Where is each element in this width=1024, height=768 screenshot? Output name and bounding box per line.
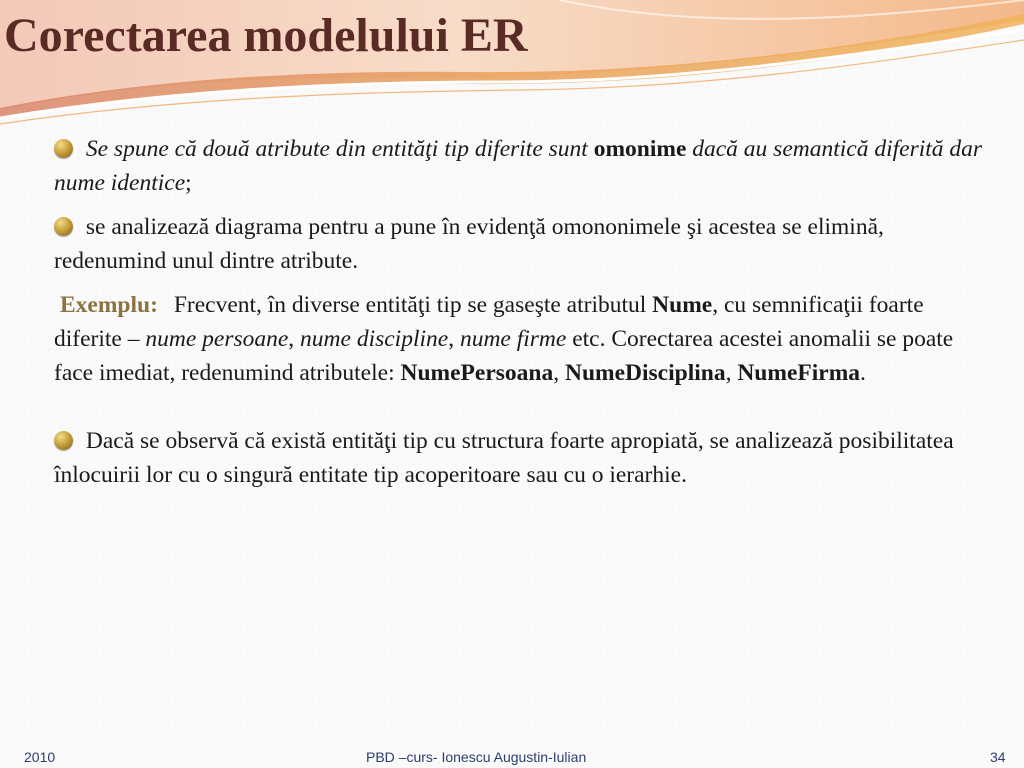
attr-nume: Nume xyxy=(652,292,713,318)
footer-page-number: 34 xyxy=(990,749,1006,765)
definition-text-end: dacă au semantică diferită dar nume identice xyxy=(54,136,983,196)
punctuation: , xyxy=(725,360,732,386)
term-omonime: omonime xyxy=(593,136,687,162)
example-term: nume discipline xyxy=(300,326,449,352)
example-term: nume persoane xyxy=(145,326,289,352)
analysis-text: se analizează diagrama pentru a pune în evidenţă omononimele şi acestea se elimină, redenumind unul dintre atribute. xyxy=(54,214,884,274)
footer-year: 2010 xyxy=(24,749,56,765)
punctuation: , xyxy=(288,326,295,352)
example-text: etc. Corectarea acestei anomalii se poate face imediat, redenumind atributele: xyxy=(54,326,954,386)
attr-numefirma: NumeFirma xyxy=(737,360,861,386)
gold-sphere-bullet-icon xyxy=(54,139,73,158)
hierarchy-text: Dacă se observă că există entităţi tip cu structura foarte apropiată, se analizează posibilitatea înlocuirii lor cu o singură entitate tip acoperitoare sau cu o ierarhie. xyxy=(54,428,954,488)
example-text: , cu semnificaţii foarte diferite – xyxy=(54,292,924,352)
bullet-paragraph-analiza xyxy=(54,210,994,278)
example-term: nume firme xyxy=(459,326,567,352)
punctuation: ; xyxy=(185,170,192,196)
footer-course-author: PBD –curs- Ionescu Augustin-Iulian xyxy=(366,749,587,765)
slide-title: Corectarea modelului ER xyxy=(4,9,528,62)
gold-sphere-bullet-icon xyxy=(54,217,73,236)
example-paragraph xyxy=(54,288,994,390)
slide-body xyxy=(54,132,994,502)
attr-numedisciplina: NumeDisciplina xyxy=(564,360,726,386)
definition-text: Se spune că două atribute din entităţi tip diferite sunt xyxy=(85,136,588,162)
attr-numepersoana: NumePersoana xyxy=(400,360,554,386)
bullet-paragraph-ierarhie xyxy=(54,424,994,492)
example-text: Frecvent, în diverse entităţi tip se gaseşte atributul xyxy=(173,292,647,318)
punctuation: , xyxy=(448,326,455,352)
gold-sphere-bullet-icon xyxy=(54,431,73,450)
bullet-paragraph-omonime xyxy=(54,132,994,200)
example-label: Exemplu: xyxy=(60,292,158,318)
punctuation: , xyxy=(553,360,560,386)
punctuation: . xyxy=(860,360,866,386)
